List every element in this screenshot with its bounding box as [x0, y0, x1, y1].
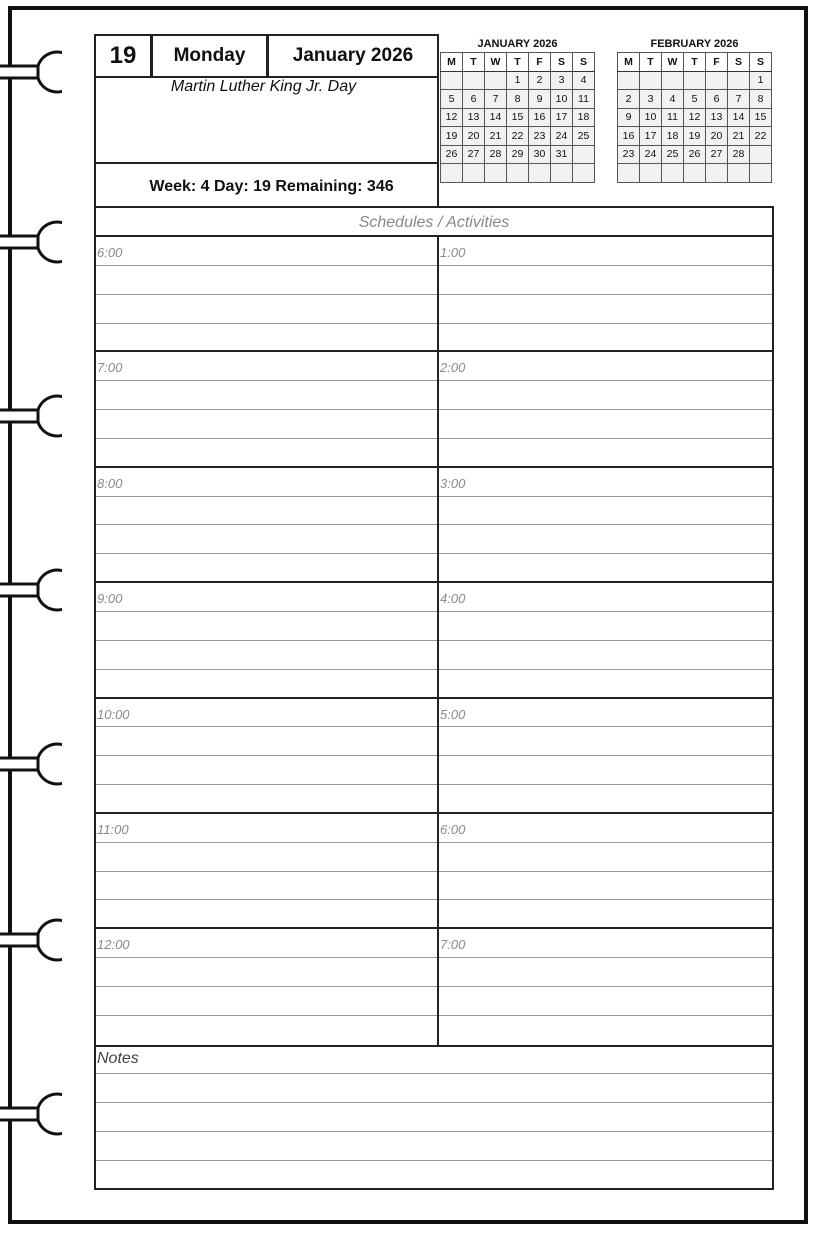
schedule-line[interactable]	[96, 295, 437, 324]
notes-line[interactable]	[96, 1161, 772, 1190]
schedule-line[interactable]	[439, 497, 772, 526]
weekday-header: W	[662, 53, 684, 72]
weekday-header: F	[529, 53, 551, 72]
time-slot	[96, 929, 437, 1044]
weekday-header: S	[573, 53, 595, 72]
schedule-line[interactable]	[96, 439, 437, 468]
notes-line[interactable]	[96, 1103, 772, 1132]
binder-ring-icon	[0, 918, 62, 962]
schedule-line[interactable]	[96, 468, 437, 497]
schedule-line[interactable]	[439, 929, 772, 958]
schedule-line[interactable]	[439, 352, 772, 381]
calendar-day-cell: 13	[463, 108, 485, 127]
schedule-line[interactable]	[96, 699, 437, 728]
calendar-day-cell: 6	[706, 90, 728, 109]
schedule-line[interactable]	[96, 497, 437, 526]
calendar-day-cell	[618, 164, 640, 183]
weekday-header: F	[706, 53, 728, 72]
time-label: 11:00	[97, 821, 129, 837]
time-slot	[96, 352, 437, 467]
schedule-line[interactable]	[96, 266, 437, 295]
schedule-line[interactable]	[439, 410, 772, 439]
schedule-line[interactable]	[96, 843, 437, 872]
time-slot	[96, 814, 437, 929]
schedule-column-afternoon	[439, 237, 772, 1045]
calendar-day-cell: 16	[618, 127, 640, 146]
week-day-stats: Week: 4 Day: 19 Remaining: 346	[94, 162, 439, 208]
calendar-day-cell: 11	[662, 108, 684, 127]
schedule-line[interactable]	[439, 670, 772, 699]
time-slot	[439, 468, 772, 583]
time-slot	[96, 699, 437, 814]
schedule-line[interactable]	[439, 266, 772, 295]
time-slot	[439, 929, 772, 1044]
schedule-line[interactable]	[96, 583, 437, 612]
time-slot	[96, 237, 437, 352]
schedule-line[interactable]	[439, 381, 772, 410]
schedule-section	[94, 206, 774, 1047]
schedule-line[interactable]	[96, 612, 437, 641]
notes-line[interactable]	[96, 1045, 772, 1074]
calendar-day-cell	[750, 145, 772, 164]
calendar-day-cell	[441, 71, 463, 90]
schedule-line[interactable]	[96, 872, 437, 901]
calendar-day-cell: 12	[441, 108, 463, 127]
calendar-day-cell	[573, 164, 595, 183]
calendar-day-cell	[507, 164, 529, 183]
calendar-day-cell: 14	[485, 108, 507, 127]
weekday-header: S	[728, 53, 750, 72]
calendar-day-cell	[463, 164, 485, 183]
schedule-line[interactable]	[439, 295, 772, 324]
schedule-line[interactable]	[96, 641, 437, 670]
calendar-day-cell	[551, 164, 573, 183]
schedule-line[interactable]	[96, 785, 437, 814]
binder-ring-icon	[0, 742, 62, 786]
time-label: 7:00	[440, 937, 466, 953]
time-slot	[439, 814, 772, 929]
time-label: 8:00	[97, 475, 123, 491]
binder-ring-icon	[0, 220, 62, 264]
calendar-day-cell: 4	[662, 90, 684, 109]
calendar-day-cell: 16	[529, 108, 551, 127]
calendar-day-cell: 18	[662, 127, 684, 146]
time-label: 7:00	[97, 360, 123, 376]
schedule-line[interactable]	[439, 525, 772, 554]
schedule-line[interactable]	[439, 439, 772, 468]
mini-calendar-grid	[617, 52, 772, 183]
calendar-day-cell: 23	[529, 127, 551, 146]
time-slot	[439, 699, 772, 814]
calendar-day-cell: 19	[684, 127, 706, 146]
calendar-day-cell: 9	[618, 108, 640, 127]
calendar-day-cell: 25	[573, 127, 595, 146]
schedule-line[interactable]	[439, 554, 772, 583]
calendar-day-cell: 8	[507, 90, 529, 109]
schedule-line[interactable]	[96, 958, 437, 987]
calendar-day-cell	[706, 164, 728, 183]
calendar-day-cell: 3	[551, 71, 573, 90]
schedule-line[interactable]	[96, 929, 437, 958]
schedule-line[interactable]	[439, 814, 772, 843]
weekday-header: W	[485, 53, 507, 72]
schedule-line[interactable]	[439, 872, 772, 901]
notes-line[interactable]	[96, 1074, 772, 1103]
calendar-day-cell: 22	[750, 127, 772, 146]
time-slot	[439, 237, 772, 352]
calendar-day-cell	[728, 164, 750, 183]
mini-calendar-january	[440, 36, 595, 183]
weekday-header: S	[750, 53, 772, 72]
time-label: 6:00	[440, 821, 466, 837]
time-label: 10:00	[97, 706, 130, 722]
schedule-line[interactable]	[96, 1016, 437, 1045]
calendar-day-cell: 5	[441, 90, 463, 109]
calendar-day-cell: 2	[618, 90, 640, 109]
calendar-day-cell: 13	[706, 108, 728, 127]
schedule-line[interactable]	[96, 670, 437, 699]
calendar-day-cell: 22	[507, 127, 529, 146]
weekday-header: T	[507, 53, 529, 72]
schedule-line[interactable]	[439, 237, 772, 266]
calendar-day-cell	[573, 145, 595, 164]
schedule-line[interactable]	[439, 612, 772, 641]
calendar-day-cell: 7	[728, 90, 750, 109]
time-label: 12:00	[97, 937, 130, 953]
binder-ring-icon	[0, 50, 62, 94]
calendar-day-cell	[706, 71, 728, 90]
notes-label: Notes	[97, 1050, 139, 1067]
calendar-day-cell: 11	[573, 90, 595, 109]
calendar-day-cell	[684, 164, 706, 183]
calendar-day-cell	[441, 164, 463, 183]
schedule-line[interactable]	[96, 352, 437, 381]
calendar-day-cell: 21	[728, 127, 750, 146]
binder-ring-icon	[0, 568, 62, 612]
calendar-day-cell: 14	[728, 108, 750, 127]
calendar-day-cell	[485, 71, 507, 90]
calendar-day-cell	[640, 164, 662, 183]
schedule-line[interactable]	[439, 324, 772, 353]
calendar-day-cell	[728, 71, 750, 90]
calendar-day-cell: 18	[573, 108, 595, 127]
time-slot	[96, 583, 437, 698]
schedule-line[interactable]	[439, 468, 772, 497]
calendar-day-cell: 26	[441, 145, 463, 164]
schedule-line[interactable]	[96, 410, 437, 439]
calendar-day-cell: 27	[463, 145, 485, 164]
binder-ring-icon	[0, 1092, 62, 1136]
time-label: 9:00	[97, 591, 123, 607]
weekday-header: M	[618, 53, 640, 72]
calendar-day-cell: 19	[441, 127, 463, 146]
schedule-line[interactable]	[439, 756, 772, 785]
calendar-day-cell: 29	[507, 145, 529, 164]
calendar-day-cell: 4	[573, 71, 595, 90]
calendar-day-cell: 24	[640, 145, 662, 164]
calendar-day-cell	[485, 164, 507, 183]
schedule-line[interactable]	[96, 525, 437, 554]
calendar-day-cell: 30	[529, 145, 551, 164]
calendar-day-cell: 15	[750, 108, 772, 127]
date-number: 19	[94, 34, 152, 78]
calendar-day-cell: 3	[640, 90, 662, 109]
calendar-day-cell: 25	[662, 145, 684, 164]
calendar-day-cell: 26	[684, 145, 706, 164]
schedule-line[interactable]	[439, 1016, 772, 1045]
calendar-day-cell	[529, 164, 551, 183]
calendar-day-cell: 20	[706, 127, 728, 146]
schedule-line[interactable]	[439, 699, 772, 728]
calendar-day-cell: 24	[551, 127, 573, 146]
day-name: Monday	[151, 34, 268, 78]
calendar-day-cell	[662, 164, 684, 183]
time-label: 1:00	[440, 245, 466, 260]
calendar-day-cell	[662, 71, 684, 90]
schedule-line[interactable]	[96, 900, 437, 929]
schedule-line[interactable]	[96, 237, 437, 266]
binder-ring-icon	[0, 394, 62, 438]
calendar-day-cell	[618, 71, 640, 90]
schedule-title: Schedules / Activities	[96, 208, 772, 237]
schedule-line[interactable]	[96, 727, 437, 756]
schedule-line[interactable]	[439, 900, 772, 929]
weekday-header: M	[441, 53, 463, 72]
schedule-line[interactable]	[439, 958, 772, 987]
schedule-line[interactable]	[439, 987, 772, 1016]
calendar-day-cell: 28	[485, 145, 507, 164]
schedule-line[interactable]	[96, 554, 437, 583]
calendar-day-cell: 9	[529, 90, 551, 109]
schedule-line[interactable]	[439, 785, 772, 814]
mini-calendar-grid	[440, 52, 595, 183]
time-slot	[96, 468, 437, 583]
calendar-day-cell: 28	[728, 145, 750, 164]
calendar-day-cell: 7	[485, 90, 507, 109]
schedule-line[interactable]	[439, 843, 772, 872]
calendar-day-cell: 27	[706, 145, 728, 164]
time-label: 3:00	[440, 475, 466, 491]
weekday-header: T	[684, 53, 706, 72]
calendar-day-cell	[750, 164, 772, 183]
calendar-day-cell: 10	[640, 108, 662, 127]
calendar-day-cell: 21	[485, 127, 507, 146]
time-label: 4:00	[440, 591, 466, 607]
notes-line[interactable]	[96, 1132, 772, 1161]
schedule-line[interactable]	[96, 381, 437, 410]
mini-calendar-title: JANUARY 2026	[477, 38, 558, 50]
calendar-day-cell: 8	[750, 90, 772, 109]
calendar-day-cell	[684, 71, 706, 90]
schedule-line[interactable]	[96, 987, 437, 1016]
calendar-day-cell: 15	[507, 108, 529, 127]
time-label: 5:00	[440, 706, 466, 722]
calendar-day-cell: 2	[529, 71, 551, 90]
weekday-header: T	[640, 53, 662, 72]
schedule-line[interactable]	[439, 583, 772, 612]
month-year: January 2026	[267, 34, 439, 78]
schedule-line[interactable]	[96, 324, 437, 353]
calendar-day-cell	[463, 71, 485, 90]
weekday-header: S	[551, 53, 573, 72]
holiday-box	[94, 76, 439, 164]
time-label: 2:00	[440, 360, 466, 376]
calendar-day-cell: 6	[463, 90, 485, 109]
calendar-day-cell: 31	[551, 145, 573, 164]
notes-section	[94, 1045, 774, 1190]
time-label: 6:00	[97, 245, 123, 260]
weekday-header: T	[463, 53, 485, 72]
calendar-day-cell: 1	[750, 71, 772, 90]
schedule-line[interactable]	[96, 814, 437, 843]
calendar-day-cell: 1	[507, 71, 529, 90]
schedule-line[interactable]	[96, 756, 437, 785]
calendar-day-cell	[640, 71, 662, 90]
time-slot	[439, 583, 772, 698]
mini-calendar-february	[617, 36, 772, 183]
schedule-column-morning	[96, 237, 439, 1045]
mini-calendar-title: FEBRUARY 2026	[650, 38, 739, 50]
calendar-day-cell: 20	[463, 127, 485, 146]
calendar-day-cell: 12	[684, 108, 706, 127]
calendar-day-cell: 17	[640, 127, 662, 146]
calendar-day-cell: 10	[551, 90, 573, 109]
holiday-label: Martin Luther King Jr. Day	[170, 78, 357, 95]
schedule-line[interactable]	[439, 727, 772, 756]
calendar-day-cell: 5	[684, 90, 706, 109]
time-slot	[439, 352, 772, 467]
schedule-line[interactable]	[439, 641, 772, 670]
calendar-day-cell: 23	[618, 145, 640, 164]
calendar-day-cell: 17	[551, 108, 573, 127]
